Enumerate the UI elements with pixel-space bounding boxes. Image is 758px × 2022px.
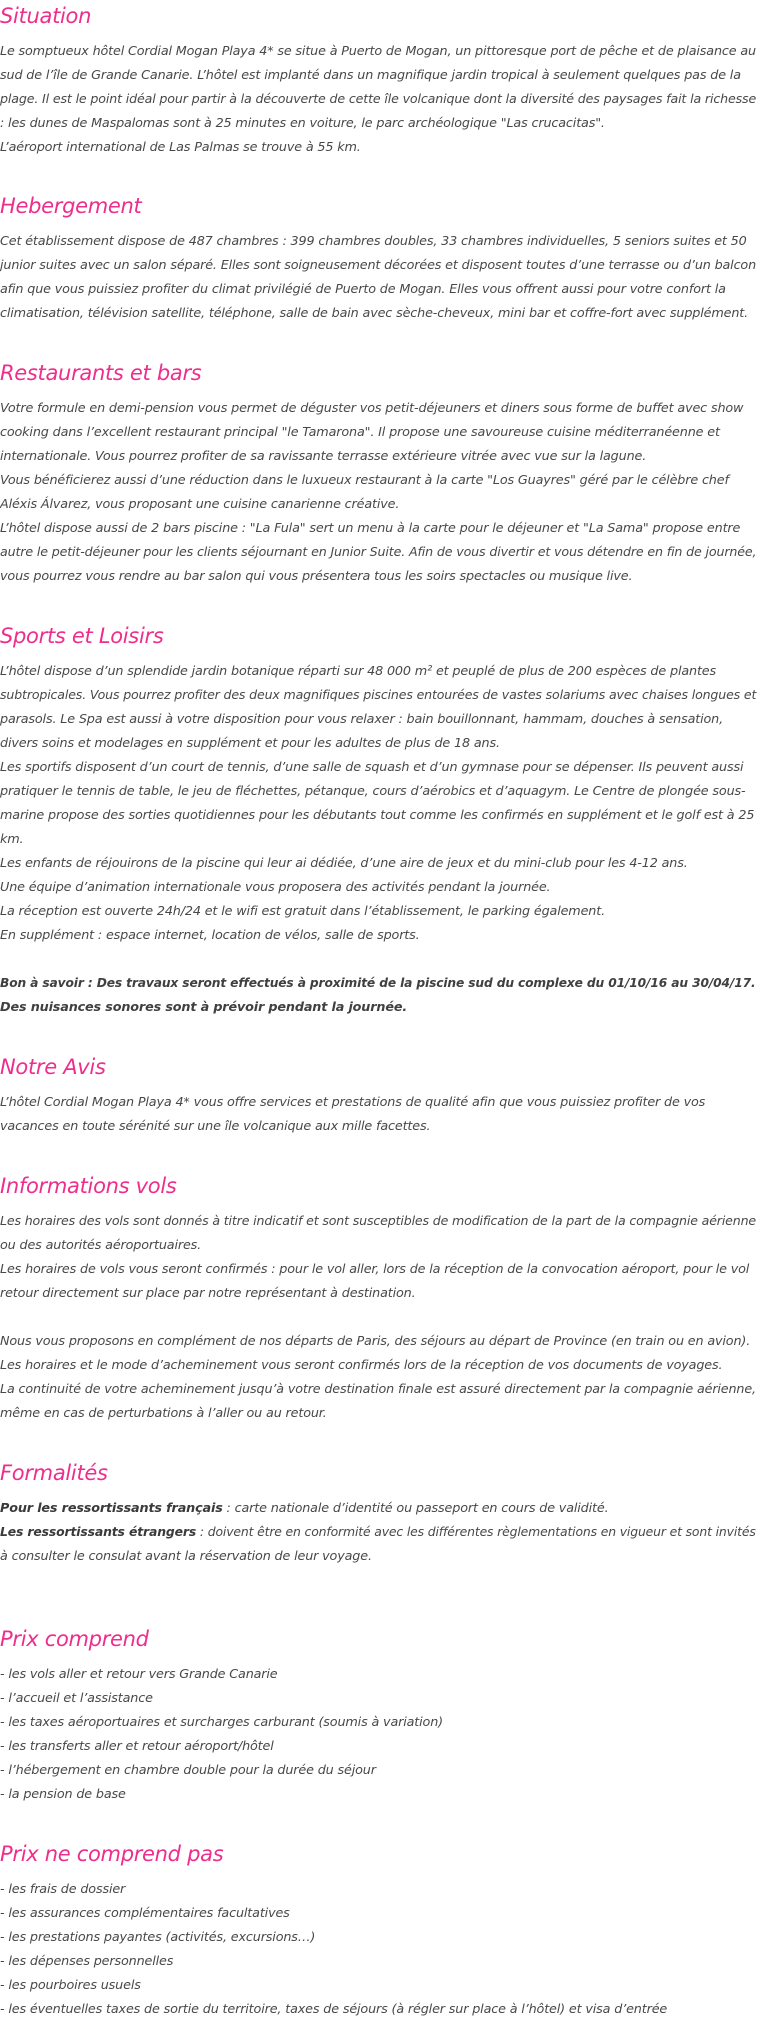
excluded-item: - les éventuelles taxes de sortie du territoire, taxes de séjours (à régler sur place à l’hôtel) et visa d’entrée xyxy=(0,2002,668,2017)
section-title-sports: Sports et Loisirs xyxy=(0,624,164,648)
formalites-foreign-line xyxy=(0,1521,756,1545)
restaurants-text-line: internationale. Vous pourrez profiter de sa ravissante terrasse extérieure vitrée avec vue sur la lagune. xyxy=(0,449,647,464)
french-nationals-text: : carte nationale d’identité ou passeport en cours de validité. xyxy=(222,1501,609,1516)
situation-text-line: plage. Il est le point idéal pour partir à la découverte de cette île volcanique dont la diversité des paysages fait la richesse xyxy=(0,92,757,107)
hebergement-text-line: climatisation, télévision satellite, téléphone, salle de bain avec sèche-cheveux, mini bar et coffre-fort avec supplément. xyxy=(0,306,749,321)
sports-text-line: divers soins et modelages en supplément et pour les adultes de plus de 18 ans. xyxy=(0,736,500,751)
section-title-restaurants: Restaurants et bars xyxy=(0,361,202,385)
sports-text-line: Une équipe d’animation internationale vous proposera des activités pendant la journée. xyxy=(0,880,551,895)
hebergement-text-line: Cet établissement dispose de 487 chambres : 399 chambres doubles, 33 chambres individuelles, 5 seniors suites et 50 xyxy=(0,234,747,249)
restaurants-text-line: Votre formule en demi-pension vous permet de déguster vos petit-déjeuners et diners sous forme de buffet avec show xyxy=(0,401,744,416)
sports-text-line: En supplément : espace internet, location de vélos, salle de sports. xyxy=(0,928,420,943)
vols-text-line: Les horaires de vols vous seront confirmés : pour le vol aller, lors de la réception de la convocation aéroport, pour le vol xyxy=(0,1262,750,1277)
vols-text-line: Les horaires des vols sont donnés à titre indicatif et sont susceptibles de modification de la part de la compagnie aérienne xyxy=(0,1214,757,1229)
excluded-item: - les assurances complémentaires facultatives xyxy=(0,1906,290,1921)
excluded-item: - les prestations payantes (activités, excursions…) xyxy=(0,1930,316,1945)
vols-text-line: retour directement sur place par notre représentant à destination. xyxy=(0,1286,416,1301)
sports-text-line: La réception est ouverte 24h/24 et le wifi est gratuit dans l’établissement, le parking également. xyxy=(0,904,606,919)
included-item: - les vols aller et retour vers Grande Canarie xyxy=(0,1667,278,1682)
sports-text-line: km. xyxy=(0,832,24,847)
sports-text-line: Les sportifs disposent d’un court de tennis, d’une salle de squash et d’un gymnase pour se dépenser. Ils peuvent aussi xyxy=(0,760,744,775)
works-notice-line: Des nuisances sonores sont à prévoir pendant la journée. xyxy=(0,1000,408,1015)
sports-text-line: pratiquer le tennis de table, le jeu de fléchettes, pétanque, cours d’aérobics et d’aquagym. Le Centre de plongée sous- xyxy=(0,784,746,799)
included-item: - les transferts aller et retour aéroport/hôtel xyxy=(0,1739,274,1754)
avis-text-line: vacances en toute sérénité sur une île volcanique aux mille facettes. xyxy=(0,1119,431,1134)
vols-text-line: La continuité de votre acheminement jusqu’à votre destination finale est assuré directement par la compagnie aérienne, xyxy=(0,1382,756,1397)
excluded-item: - les dépenses personnelles xyxy=(0,1954,174,1969)
section-title-prix-ne-comprend: Prix ne comprend pas xyxy=(0,1842,224,1866)
vols-text-line: Les horaires et le mode d’acheminement vous seront confirmés lors de la réception de vos documents de voyages. xyxy=(0,1358,723,1373)
section-title-prix-comprend: Prix comprend xyxy=(0,1627,149,1651)
section-title-situation: Situation xyxy=(0,4,92,28)
formalites-french-line xyxy=(0,1497,756,1521)
situation-text-line: : les dunes de Maspalomas sont à 25 minutes en voiture, le parc archéologique "Las crucacitas". xyxy=(0,116,605,131)
hebergement-text-line: junior suites avec un salon séparé. Elles sont soigneusement décorées et disposent toutes d’une terrasse ou d’un balcon xyxy=(0,258,757,273)
restaurants-text-line: cooking dans l’excellent restaurant principal "le Tamarona". Il propose une savoureuse cuisine méditerranéenne et xyxy=(0,425,720,440)
included-item: - l’hébergement en chambre double pour la durée du séjour xyxy=(0,1763,376,1778)
included-item: - l’accueil et l’assistance xyxy=(0,1691,153,1706)
restaurants-text-line: Vous bénéficierez aussi d’une réduction dans le luxueux restaurant à la carte "Los Guayres" géré par le célèbre chef xyxy=(0,473,729,488)
sports-text-line: marine propose des sorties quotidiennes pour les débutants tout comme les confirmés en supplément et le golf est à 25 xyxy=(0,808,755,823)
excluded-item: - les frais de dossier xyxy=(0,1882,126,1897)
restaurants-text-line: L’hôtel dispose aussi de 2 bars piscine : "La Fula" sert un menu à la carte pour le déjeuner et "La Sama" propose entre xyxy=(0,521,741,536)
included-item: - la pension de base xyxy=(0,1787,126,1802)
situation-text-line: L’aéroport international de Las Palmas se trouve à 55 km. xyxy=(0,140,361,155)
restaurants-text-line: Aléxis Álvarez, vous proposant une cuisine canarienne créative. xyxy=(0,497,400,512)
foreign-nationals-text: : doivent être en conformité avec les différentes règlementations en vigueur et sont invités xyxy=(196,1525,756,1540)
section-title-avis: Notre Avis xyxy=(0,1055,106,1079)
situation-text-line: sud de l’île de Grande Canarie. L’hôtel est implanté dans un magnifique jardin tropical à seulement quelques pas de la xyxy=(0,68,741,83)
restaurants-text-line: vous pourrez vous rendre au bar salon qui vous présentera tous les soirs spectacles ou musique live. xyxy=(0,569,633,584)
formalites-foreign-line: à consulter le consulat avant la réservation de leur voyage. xyxy=(0,1549,372,1564)
vols-text-line: ou des autorités aéroportuaires. xyxy=(0,1238,202,1253)
french-nationals-label: Pour les ressortissants français xyxy=(0,1501,223,1516)
hebergement-text-line: afin que vous puissiez profiter du climat privilégié de Puerto de Mogan. Elles vous offrent aussi pour votre confort la xyxy=(0,282,726,297)
excluded-item: - les pourboires usuels xyxy=(0,1978,141,1993)
included-item: - les taxes aéroportuaires et surcharges carburant (soumis à variation) xyxy=(0,1715,443,1730)
sports-text-line: parasols. Le Spa est aussi à votre disposition pour vous relaxer : bain bouillonnant, hammam, douches à sensation, xyxy=(0,712,724,727)
sports-text-line: L’hôtel dispose d’un splendide jardin botanique réparti sur 48 000 m² et peuplé de plus de 200 espèces de plantes xyxy=(0,664,717,679)
works-notice-line: Bon à savoir : Des travaux seront effectués à proximité de la piscine sud du complexe du 01/10/16 au 30/04/17. xyxy=(0,976,756,991)
foreign-nationals-label: Les ressortissants étrangers xyxy=(0,1525,197,1540)
sports-text-line: subtropicales. Vous pourrez profiter des deux magnifiques piscines entourées de vastes solariums avec chaises longues et xyxy=(0,688,757,703)
section-title-formalites: Formalités xyxy=(0,1461,108,1485)
vols-text-line: même en cas de perturbations à l’aller ou au retour. xyxy=(0,1406,327,1421)
avis-text-line: L’hôtel Cordial Mogan Playa 4* vous offre services et prestations de qualité afin que vous puissiez profiter de vos xyxy=(0,1095,706,1110)
restaurants-text-line: autre le petit-déjeuner pour les clients séjournant en Junior Suite. Afin de vous divertir et vous détendre en fin de journée, xyxy=(0,545,757,560)
section-title-vols: Informations vols xyxy=(0,1174,177,1198)
section-title-hebergement: Hebergement xyxy=(0,194,142,218)
situation-text-line: Le somptueux hôtel Cordial Mogan Playa 4* se situe à Puerto de Mogan, un pittoresque port de pêche et de plaisance au xyxy=(0,44,756,59)
sports-text-line: Les enfants de réjouirons de la piscine qui leur ai dédiée, d’une aire de jeux et du mini-club pour les 4-12 ans. xyxy=(0,856,688,871)
vols-text-line: Nous vous proposons en complément de nos départs de Paris, des séjours au départ de Province (en train ou en avion). xyxy=(0,1334,751,1349)
